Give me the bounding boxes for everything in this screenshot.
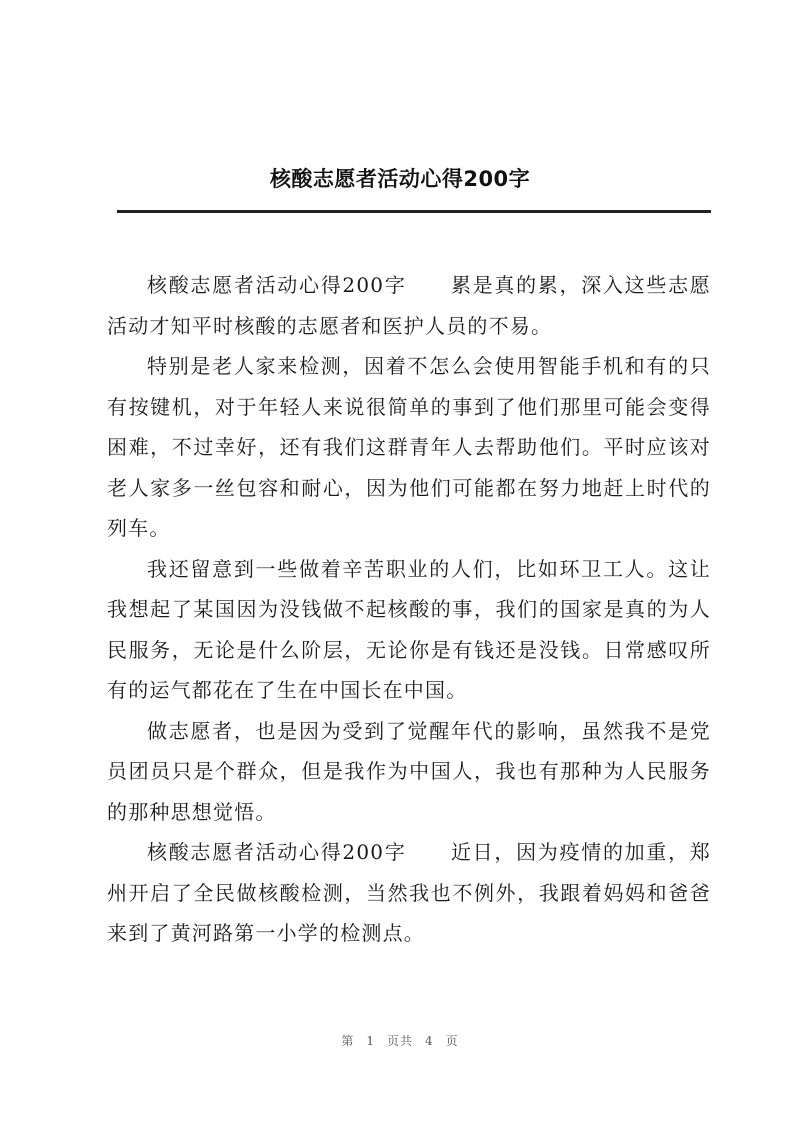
footer-page-middle: 页共 — [386, 1034, 413, 1048]
paragraph — [107, 346, 711, 549]
paragraph-text: 特别是老人家来检测，因着不怎么会使用智能手机和有的只有按键机，对于年轻人来说很简单的事到了他们那里可能会变得困难，不过幸好，还有我们这群青年人去帮助他们。平时应该对老人家多一丝包容和耐心，因为他们可能都在努力地赶上时代的列车。 — [107, 354, 711, 540]
title-divider — [117, 210, 711, 213]
page-footer — [0, 1032, 800, 1049]
paragraph-lead: 核酸志愿者活动心得200字 — [147, 273, 407, 297]
paragraph — [107, 265, 711, 346]
footer-page-prefix: 第 — [341, 1034, 355, 1048]
paragraph — [107, 832, 711, 954]
footer-page-number: 1 — [366, 1034, 375, 1048]
paragraph — [107, 549, 711, 711]
paragraph-text: 累是真的累，深入这些志愿活动才知平时核酸的志愿者和医护人员的不易。 — [107, 273, 712, 338]
footer-page-suffix: 页 — [445, 1034, 459, 1048]
paragraph-text: 我还留意到一些做着辛苦职业的人们，比如环卫工人。这让我想起了某国因为没钱做不起核酸的事，我们的国家是真的为人民服务，无论是什么阶层，无论你是有钱还是没钱。日常感叹所有的运气都花在了生在中国长在中国。 — [107, 556, 711, 702]
document-title: 核酸志愿者活动心得200字 — [269, 167, 531, 191]
document-body — [107, 265, 711, 954]
paragraph-lead: 核酸志愿者活动心得200字 — [147, 840, 407, 864]
paragraph — [107, 711, 711, 833]
paragraph-text: 近日，因为疫情的加重，郑州开启了全民做核酸检测，当然我也不例外，我跟着妈妈和爸爸来到了黄河路第一小学的检测点。 — [107, 840, 712, 945]
paragraph-text: 做志愿者，也是因为受到了觉醒年代的影响，虽然我不是党员团员只是个群众，但是我作为中国人，我也有那种为人民服务的那种思想觉悟。 — [107, 718, 711, 824]
footer-page-total: 4 — [425, 1034, 434, 1048]
